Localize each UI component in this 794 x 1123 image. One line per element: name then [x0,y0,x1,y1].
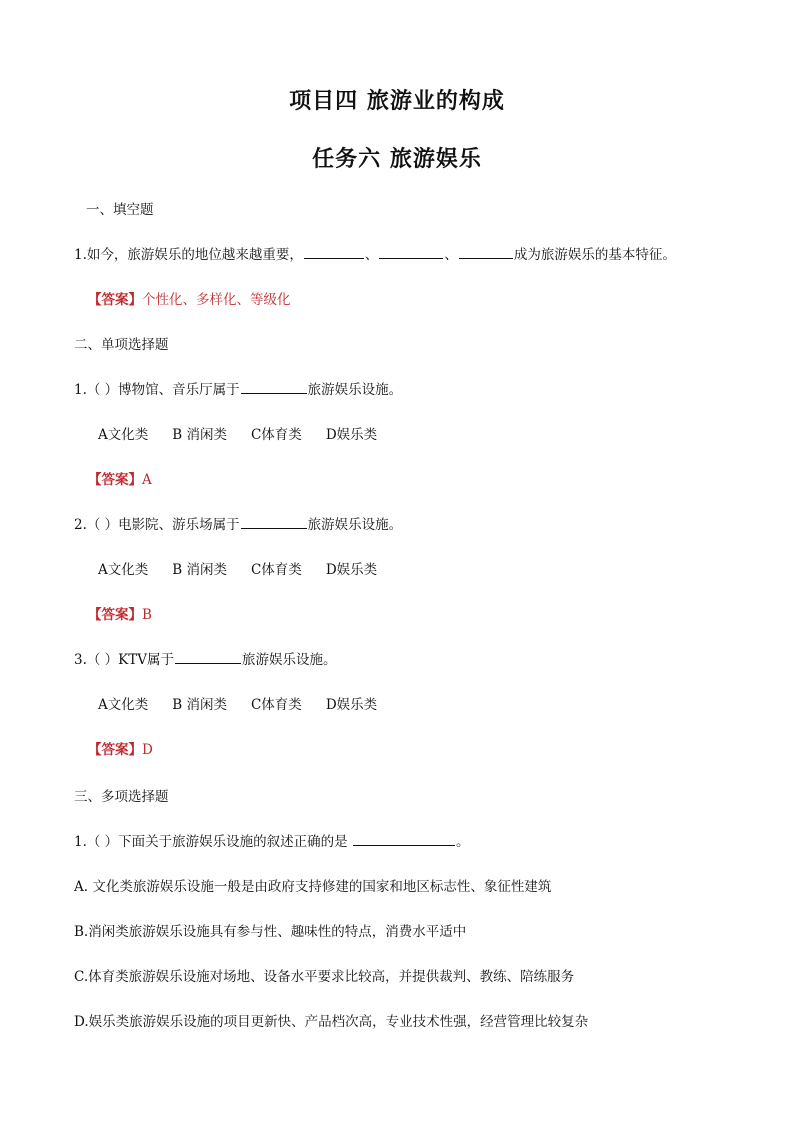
option-c[interactable]: C体育类 [250,427,302,443]
page-subtitle: 任务六 旅游娱乐 [312,146,482,172]
answer-blank[interactable] [353,833,455,846]
answer-blank[interactable] [459,246,513,259]
section-heading-single-choice: 二、单项选择题 [74,337,169,353]
answer-label: 【答案】 [88,292,142,308]
question-single-1 [74,378,402,398]
option-a[interactable]: A文化类 [98,562,149,578]
question-text: 旅游娱乐设施。 [307,517,403,533]
answer-text: 个性化、多样化、等级化 [142,292,291,308]
option-d[interactable]: D娱乐类 [325,697,378,713]
answer-blank[interactable] [379,246,443,259]
answer-single-1 [88,468,152,488]
answer-blank[interactable] [241,381,307,394]
question-text: 博物馆、音乐厅属于 [118,382,240,398]
options-single-1 [98,423,401,443]
answer-single-3 [88,738,153,758]
question-text: KTV属于 [118,652,175,668]
question-number: 3.（ ） [74,652,119,668]
question-text: 旅游娱乐设施。 [242,652,337,668]
question-number: 1.（ ） [74,382,119,398]
option-a[interactable]: A文化类 [98,697,149,713]
question-text: 下面关于旅游娱乐设施的叙述正确的是 [118,834,352,850]
answer-label: 【答案】 [88,742,142,758]
question-text: 电影院、游乐场属于 [118,517,240,533]
question-number: 2.（ ） [74,517,119,533]
section-heading-multi-choice: 三、多项选择题 [74,789,169,805]
option-d[interactable]: D娱乐类 [325,562,378,578]
question-text: 如今，旅游娱乐的地位越来越重要， [86,247,303,263]
answer-label: 【答案】 [88,472,142,488]
question-text: 。 [455,834,470,850]
option-b[interactable]: B 消闲类 [172,562,227,578]
options-single-2 [98,558,401,578]
answer-text: A [142,472,152,488]
answer-text: D [142,742,153,758]
option-a[interactable]: A文化类 [98,427,149,443]
option-b[interactable]: B 消闲类 [172,427,227,443]
question-single-3 [74,648,337,668]
options-single-3 [98,693,401,713]
answer-label: 【答案】 [88,607,142,623]
question-number: 1.（ ） [74,834,119,850]
question-text: 成为旅游娱乐的基本特征。 [513,247,676,263]
question-number: 1. [74,247,87,263]
answer-blank[interactable] [304,246,364,259]
option-d[interactable]: D.娱乐类旅游娱乐设施的项目更新快、产品档次高，专业技术性强，经营管理比较复杂 [74,1014,589,1030]
answer-blank[interactable] [175,651,241,664]
option-c[interactable]: C.体育类旅游娱乐设施对场地、设备水平要求比较高，并提供裁判、教练、陪练服务 [74,969,575,985]
answer-fill-1 [88,288,291,308]
question-text: 旅游娱乐设施。 [307,382,403,398]
question-single-2 [74,513,402,533]
option-c[interactable]: C体育类 [250,562,302,578]
question-multi-1 [74,830,469,850]
option-d[interactable]: D娱乐类 [325,427,378,443]
page-title: 项目四 旅游业的构成 [289,88,505,114]
option-c[interactable]: C体育类 [250,697,302,713]
answer-blank[interactable] [241,516,307,529]
option-b[interactable]: B 消闲类 [172,697,227,713]
section-heading-fill-blank: 一、填空题 [86,202,154,218]
option-b[interactable]: B.消闲类旅游娱乐设施具有参与性、趣味性的特点，消费水平适中 [74,924,467,940]
answer-single-2 [88,603,152,623]
option-a[interactable]: A. 文化类旅游娱乐设施一般是由政府支持修建的国家和地区标志性、象征性建筑 [74,879,552,895]
answer-text: B [142,607,152,623]
question-fill-1: 1.如今，旅游娱乐的地位越来越重要， 、 、 成为旅游娱乐的基本特征。 [74,247,676,263]
